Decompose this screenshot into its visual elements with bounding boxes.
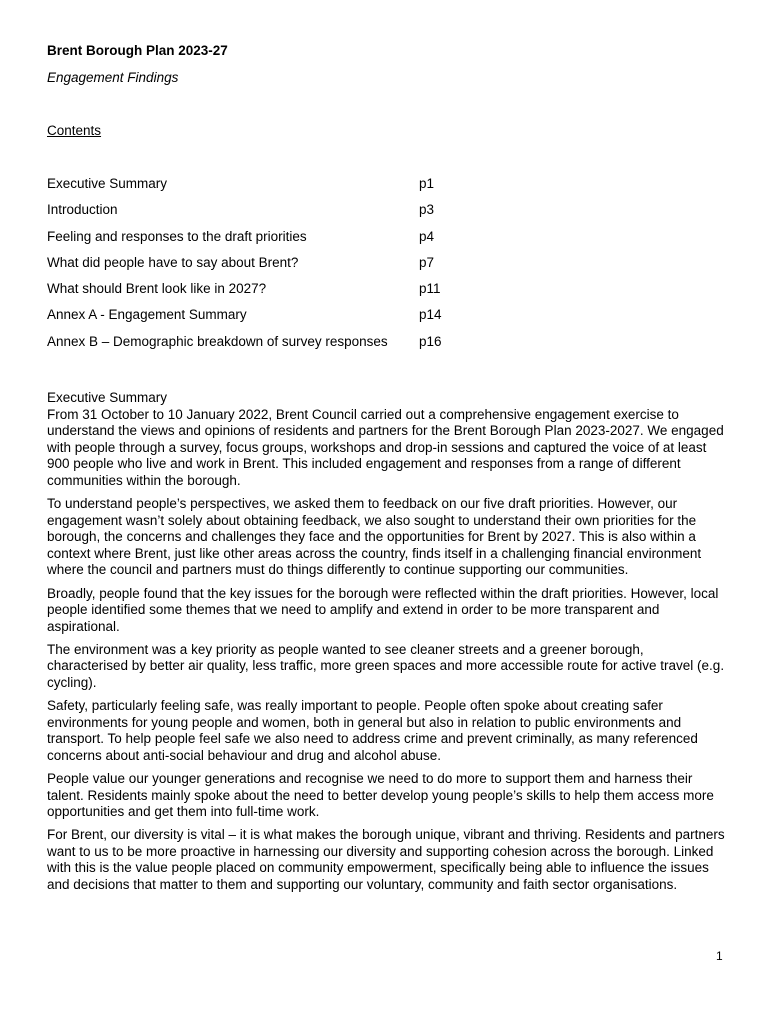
body-paragraph: To understand people’s perspectives, we asked them to feedback on our five draft priorities. However, our engagement wasn’t solely about obtaining feedback, we also sought to understand their own priorities for the borough, the concerns and challenges they face and the opportunities for Brent by 2027. This is also within a context where Brent, just like other areas across the country, finds itself in a challenging financial environment where the council and partners must do things differently to continue supporting our communities.	[47, 496, 702, 578]
toc-entry-introduction	[47, 201, 467, 227]
table-of-contents	[47, 175, 467, 359]
toc-entry-page: p4	[419, 228, 435, 244]
body-paragraph: Safety, particularly feeling safe, was really important to people. People often spoke about creating safer environments for young people and women, both in general but also in relation to public environments and transport. To help people feel safe we also need to address crime and prevent criminally, as many referenced concerns about anti-social behaviour and drug and alcohol abuse.	[47, 698, 698, 763]
toc-entry-label: Annex B – Demographic breakdown of survey responses	[47, 333, 388, 349]
toc-entry-label: What did people have to say about Brent?	[47, 254, 299, 270]
page-number: 1	[716, 949, 723, 963]
toc-entry-label: Introduction	[47, 202, 118, 218]
toc-entry-label: Feeling and responses to the draft priorities	[47, 228, 307, 244]
toc-entry-label: What should Brent look like in 2027?	[47, 281, 267, 297]
toc-entry-page: p7	[419, 254, 435, 270]
toc-entry-annex-b	[47, 333, 467, 359]
body-paragraph: People value our younger generations and recognise we need to do more to support them and harness their talent. Residents mainly spoke about the need to better develop young people’s skills to help them access more opportunities and get them into full-time work.	[47, 770, 714, 820]
body-paragraph: The environment was a key priority as people wanted to see cleaner streets and a greener borough, characterised by better air quality, less traffic, more green spaces and more accessible route for active travel (e.g. cycling).	[47, 641, 725, 690]
toc-entry-page: p3	[419, 202, 435, 218]
toc-entry-draft-priorities	[47, 228, 467, 254]
executive-summary-section	[47, 390, 725, 900]
toc-entry-executive-summary	[47, 175, 467, 201]
body-paragraph: From 31 October to 10 January 2022, Brent Council carried out a comprehensive engagement exercise to understand the views and opinions of residents and partners for the Brent Borough Plan 2023-2027. We engaged with people through a survey, focus groups, workshops and drop-in sessions and captured the voice of at least 900 people who live and work in Brent. This included engagement and responses from a range of different communities within the borough.	[47, 406, 724, 488]
section-heading: Executive Summary	[47, 390, 168, 405]
document-title: Brent Borough Plan 2023-27	[47, 43, 228, 58]
toc-entry-label: Executive Summary	[47, 176, 168, 191]
toc-entry-annex-a	[47, 306, 467, 332]
body-paragraph: For Brent, our diversity is vital – it is what makes the borough unique, vibrant and thriving. Residents and partners want to us to be more proactive in harnessing our diversity and supporting cohesion across the borough. Linked with this is the value people placed on community empowerment, specifically being able to influence the issues and decisions that matter to them and supporting our voluntary, community and faith sector organisations.	[47, 827, 725, 893]
toc-entry-page: p1	[419, 176, 435, 191]
body-paragraph: Broadly, people found that the key issues for the borough were reflected within the draft priorities. However, local people identified some themes that we need to amplify and extend in order to be more transparent and aspirational.	[47, 585, 719, 634]
toc-entry-what-people-said	[47, 254, 467, 280]
toc-entry-page: p11	[419, 281, 441, 297]
toc-entry-label: Annex A - Engagement Summary	[47, 307, 247, 323]
toc-entry-brent-2027	[47, 280, 467, 306]
toc-entry-page: p14	[419, 307, 442, 323]
contents-heading: Contents	[47, 123, 102, 138]
document-subtitle: Engagement Findings	[47, 70, 179, 85]
toc-entry-page: p16	[419, 333, 442, 349]
